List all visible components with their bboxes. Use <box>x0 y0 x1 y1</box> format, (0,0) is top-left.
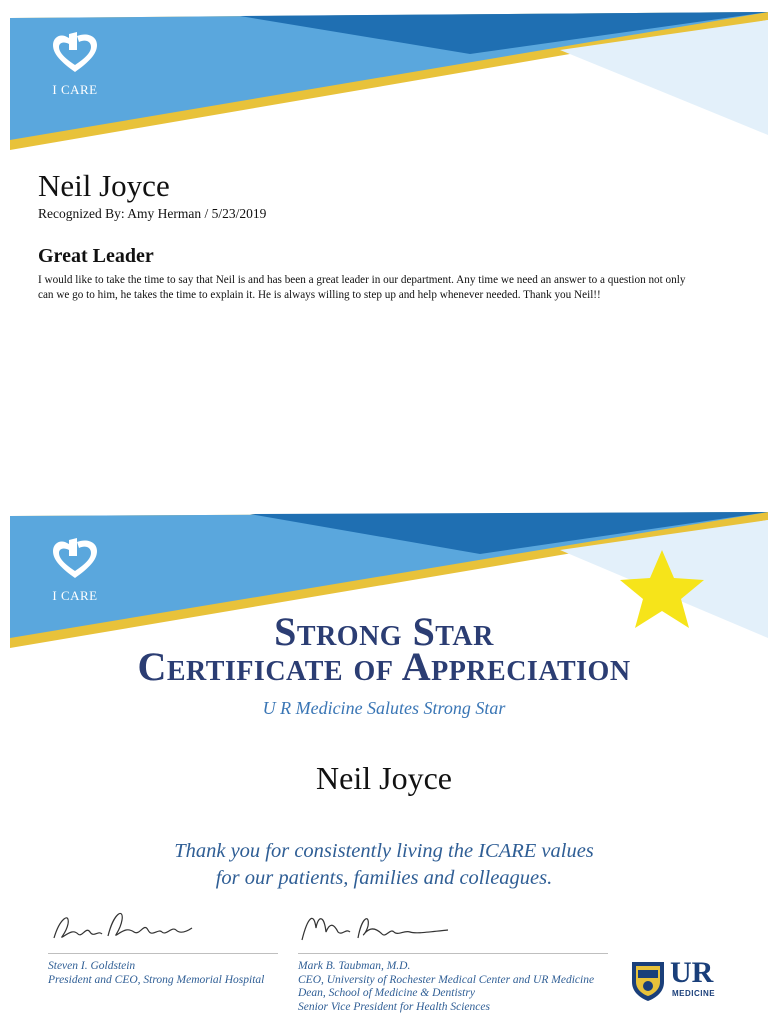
signatory-role: CEO, University of Rochester Medical Center and UR Medicine <box>298 973 595 986</box>
signatory-role: Senior Vice President for Health Sciences <box>298 1000 490 1013</box>
recognition-message: I would like to take the time to say that Neil is and has been a great leader in our department. Any time we need an answer to a question not only can we go to him, he takes the time to explain it. He is always willing to step up and help whenever needed. Thank you Neil!! <box>38 274 686 301</box>
signatory-role: Dean, School of Medicine & Dentistry <box>298 987 475 999</box>
award-title: Great Leader <box>38 245 154 267</box>
thanks-line2: for our patients, families and colleagues. <box>215 867 553 889</box>
recipient-name: Neil Joyce <box>38 168 170 203</box>
thanks-line1: Thank you for consistently living the ICARE values <box>174 840 594 862</box>
banner-graphic <box>0 0 768 160</box>
thanks-message <box>0 838 768 892</box>
certificate-card <box>0 510 768 1024</box>
ur-logo-text: UR <box>670 956 714 989</box>
university-seal-icon <box>628 958 668 1002</box>
signature-line <box>298 953 608 954</box>
certificate-title-line2: Certificate of Appreciation <box>137 644 631 689</box>
ur-medicine-logo <box>628 958 738 1003</box>
signatory-role: President and CEO, Strong Memorial Hospital <box>48 973 265 986</box>
signature-graphic <box>48 902 208 948</box>
icare-logo <box>40 30 110 98</box>
logo-text: I CARE <box>52 82 98 97</box>
certificate-subtitle: U R Medicine Salutes Strong Star <box>262 698 506 718</box>
heart-shield-icon <box>47 536 103 582</box>
certificate-title-line1: Strong Star <box>274 609 494 654</box>
signature-line <box>48 953 278 954</box>
logo-text: I CARE <box>52 588 98 603</box>
signature-block-right <box>298 902 608 1014</box>
ur-logo-subtext: MEDICINE <box>672 989 716 998</box>
signatory-name: Mark B. Taubman, M.D. <box>298 960 411 972</box>
heart-shield-icon <box>47 30 103 76</box>
certificate-recipient: Neil Joyce <box>316 760 452 796</box>
recognized-by: Recognized By: Amy Herman / 5/23/2019 <box>38 206 267 221</box>
icare-logo <box>40 536 110 604</box>
signature-graphic <box>298 902 458 948</box>
signatory-name: Steven I. Goldstein <box>48 960 136 972</box>
signature-block-left <box>48 902 278 987</box>
recognition-card <box>0 0 768 480</box>
